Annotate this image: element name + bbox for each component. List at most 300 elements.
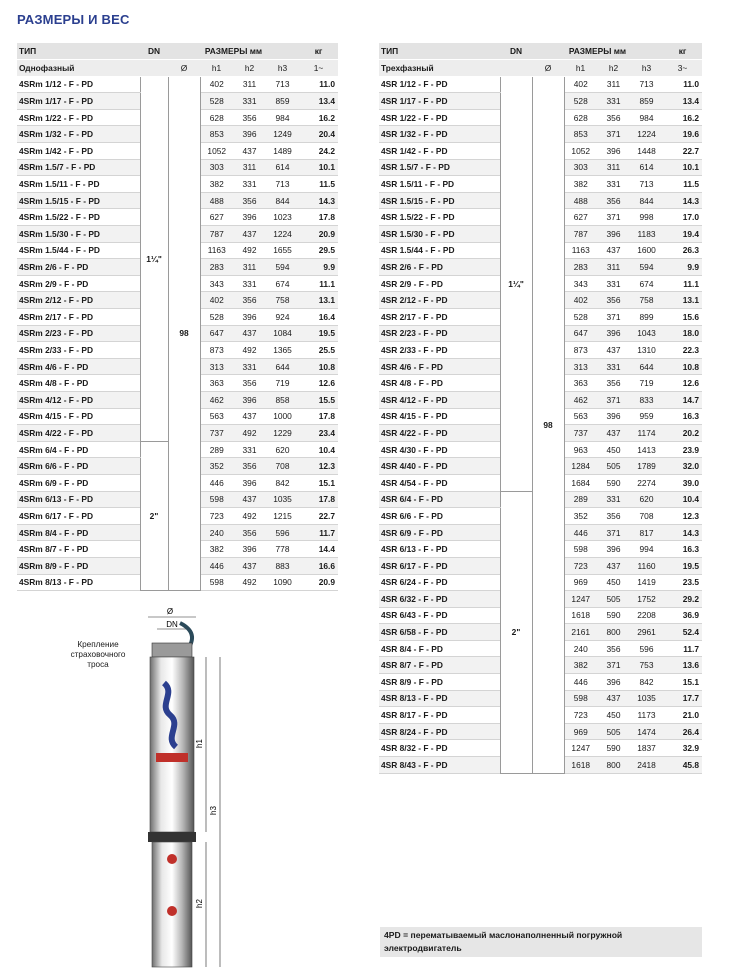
h1-cell: 283 bbox=[564, 259, 597, 276]
model-cell: 4SR 1/32 - F - PD bbox=[379, 126, 500, 143]
phi-cell: 98 bbox=[532, 76, 564, 773]
h2-cell: 396 bbox=[233, 209, 266, 226]
model-cell: 4SRm 1.5/11 - F - PD bbox=[17, 176, 140, 193]
h3-cell: 899 bbox=[630, 309, 663, 326]
model-cell: 4SR 2/17 - F - PD bbox=[379, 309, 500, 326]
h2-cell: 492 bbox=[233, 242, 266, 259]
h3-cell: 1160 bbox=[630, 557, 663, 574]
weight-cell: 24.2 bbox=[299, 143, 338, 160]
h1-cell: 352 bbox=[200, 458, 233, 475]
model-cell: 4SRm 1.5/44 - F - PD bbox=[17, 242, 140, 259]
model-cell: 4SRm 6/13 - F - PD bbox=[17, 491, 140, 508]
h1-cell: 1052 bbox=[200, 143, 233, 160]
h1-cell: 289 bbox=[200, 441, 233, 458]
h2-cell: 356 bbox=[233, 375, 266, 392]
weight-cell: 17.8 bbox=[299, 491, 338, 508]
model-cell: 4SR 1/12 - F - PD bbox=[379, 76, 500, 93]
model-cell: 4SR 6/32 - F - PD bbox=[379, 591, 500, 608]
h1-cell: 598 bbox=[200, 491, 233, 508]
col-weight-header: кг bbox=[663, 43, 702, 60]
single-phase-table-body bbox=[17, 76, 338, 590]
weight-cell: 16.2 bbox=[299, 109, 338, 126]
h1-cell: 446 bbox=[200, 474, 233, 491]
weight-cell: 52.4 bbox=[663, 624, 702, 641]
h3-cell: 1600 bbox=[630, 242, 663, 259]
weight-cell: 16.6 bbox=[299, 557, 338, 574]
h3-cell: 713 bbox=[630, 76, 663, 93]
model-cell: 4SRm 4/12 - F - PD bbox=[17, 391, 140, 408]
h3-cell: 1413 bbox=[630, 441, 663, 458]
h2-cell: 356 bbox=[233, 192, 266, 209]
h1-cell: 2161 bbox=[564, 624, 597, 641]
weight-cell: 15.1 bbox=[299, 474, 338, 491]
h1-cell: 1684 bbox=[564, 474, 597, 491]
h1-cell: 528 bbox=[564, 93, 597, 110]
h2-cell: 331 bbox=[233, 441, 266, 458]
h2-label: h2 bbox=[195, 899, 204, 908]
weight-cell: 16.4 bbox=[299, 309, 338, 326]
h2-cell: 492 bbox=[233, 508, 266, 525]
h1-cell: 723 bbox=[564, 557, 597, 574]
h3-label: h3 bbox=[209, 806, 218, 815]
h1-cell: 343 bbox=[564, 275, 597, 292]
h3-cell: 753 bbox=[630, 657, 663, 674]
h3-cell: 644 bbox=[266, 358, 299, 375]
weight-cell: 20.2 bbox=[663, 425, 702, 442]
weight-cell: 17.8 bbox=[299, 209, 338, 226]
weight-cell: 14.4 bbox=[299, 541, 338, 558]
h2-cell: 437 bbox=[233, 557, 266, 574]
model-cell: 4SRm 8/9 - F - PD bbox=[17, 557, 140, 574]
weight-cell: 19.5 bbox=[663, 557, 702, 574]
weight-cell: 15.5 bbox=[299, 391, 338, 408]
h3-cell: 1174 bbox=[630, 425, 663, 442]
h1-cell: 1247 bbox=[564, 740, 597, 757]
h2-cell: 371 bbox=[597, 657, 630, 674]
weight-cell: 14.7 bbox=[663, 391, 702, 408]
col-dims-header: РАЗМЕРЫ мм bbox=[532, 43, 663, 60]
h3-cell: 1090 bbox=[266, 574, 299, 591]
model-cell: 4SRm 2/9 - F - PD bbox=[17, 275, 140, 292]
h1-cell: 723 bbox=[200, 508, 233, 525]
h3-cell: 719 bbox=[266, 375, 299, 392]
model-cell: 4SR 8/9 - F - PD bbox=[379, 674, 500, 691]
weight-cell: 14.3 bbox=[663, 192, 702, 209]
h3-cell: 614 bbox=[630, 159, 663, 176]
h2-cell: 800 bbox=[597, 757, 630, 774]
h3-cell: 713 bbox=[266, 76, 299, 93]
model-cell: 4SR 2/33 - F - PD bbox=[379, 342, 500, 359]
h1-cell: 853 bbox=[564, 126, 597, 143]
model-cell: 4SR 6/17 - F - PD bbox=[379, 557, 500, 574]
model-cell: 4SR 8/17 - F - PD bbox=[379, 707, 500, 724]
h2-cell: 492 bbox=[233, 425, 266, 442]
h1-cell: 723 bbox=[564, 707, 597, 724]
h2-cell: 505 bbox=[597, 458, 630, 475]
h1-cell: 963 bbox=[564, 441, 597, 458]
model-cell: 4SR 1.5/30 - F - PD bbox=[379, 226, 500, 243]
sub-h1: h1 bbox=[564, 60, 597, 77]
weight-cell: 36.9 bbox=[663, 607, 702, 624]
h1-cell: 382 bbox=[564, 176, 597, 193]
weight-cell: 18.0 bbox=[663, 325, 702, 342]
h2-cell: 311 bbox=[597, 76, 630, 93]
h3-cell: 1837 bbox=[630, 740, 663, 757]
h1-cell: 382 bbox=[564, 657, 597, 674]
h1-cell: 446 bbox=[564, 524, 597, 541]
h2-cell: 356 bbox=[233, 109, 266, 126]
weight-cell: 19.5 bbox=[299, 325, 338, 342]
h1-cell: 402 bbox=[564, 292, 597, 309]
model-cell: 4SR 6/58 - F - PD bbox=[379, 624, 500, 641]
model-cell: 4SR 4/30 - F - PD bbox=[379, 441, 500, 458]
h1-cell: 853 bbox=[200, 126, 233, 143]
h2-cell: 331 bbox=[233, 176, 266, 193]
h3-cell: 1752 bbox=[630, 591, 663, 608]
h2-cell: 800 bbox=[597, 624, 630, 641]
h3-cell: 842 bbox=[266, 474, 299, 491]
model-cell: 4SRm 1.5/30 - F - PD bbox=[17, 226, 140, 243]
h1-cell: 647 bbox=[564, 325, 597, 342]
model-cell: 4SR 1.5/22 - F - PD bbox=[379, 209, 500, 226]
model-cell: 4SRm 2/23 - F - PD bbox=[17, 325, 140, 342]
h1-cell: 363 bbox=[564, 375, 597, 392]
weight-cell: 19.4 bbox=[663, 226, 702, 243]
weight-cell: 29.2 bbox=[663, 591, 702, 608]
weight-cell: 13.6 bbox=[663, 657, 702, 674]
h3-cell: 984 bbox=[630, 109, 663, 126]
sub-h3: h3 bbox=[630, 60, 663, 77]
dn-cell: 1¼" bbox=[500, 76, 532, 491]
h3-cell: 1789 bbox=[630, 458, 663, 475]
h2-cell: 356 bbox=[233, 458, 266, 475]
model-cell: 4SR 1.5/11 - F - PD bbox=[379, 176, 500, 193]
h3-cell: 1310 bbox=[630, 342, 663, 359]
weight-cell: 16.2 bbox=[663, 109, 702, 126]
h2-cell: 396 bbox=[597, 143, 630, 160]
h2-cell: 331 bbox=[233, 358, 266, 375]
weight-cell: 23.9 bbox=[663, 441, 702, 458]
page-title: РАЗМЕРЫ И ВЕС bbox=[17, 12, 130, 27]
phase-label: Однофазный bbox=[17, 60, 140, 77]
h3-cell: 1173 bbox=[630, 707, 663, 724]
h3-cell: 713 bbox=[266, 176, 299, 193]
h2-cell: 437 bbox=[597, 342, 630, 359]
h3-cell: 1224 bbox=[630, 126, 663, 143]
weight-cell: 20.4 bbox=[299, 126, 338, 143]
sub-phi: Ø bbox=[168, 60, 200, 77]
h2-cell: 356 bbox=[597, 508, 630, 525]
sub-weight: 3~ bbox=[663, 60, 702, 77]
weight-cell: 9.9 bbox=[663, 259, 702, 276]
model-cell: 4SRm 1/42 - F - PD bbox=[17, 143, 140, 160]
model-cell: 4SR 1/42 - F - PD bbox=[379, 143, 500, 160]
h1-cell: 787 bbox=[564, 226, 597, 243]
h3-cell: 620 bbox=[630, 491, 663, 508]
model-cell: 4SRm 2/17 - F - PD bbox=[17, 309, 140, 326]
model-cell: 4SR 2/12 - F - PD bbox=[379, 292, 500, 309]
model-cell: 4SR 1.5/15 - F - PD bbox=[379, 192, 500, 209]
h2-cell: 331 bbox=[597, 491, 630, 508]
three-phase-table bbox=[379, 43, 702, 774]
cable-mount-label-line2: страховочного bbox=[70, 650, 126, 659]
sub-h2: h2 bbox=[233, 60, 266, 77]
h3-cell: 959 bbox=[630, 408, 663, 425]
weight-cell: 22.3 bbox=[663, 342, 702, 359]
h1-cell: 528 bbox=[200, 93, 233, 110]
weight-cell: 22.7 bbox=[663, 143, 702, 160]
weight-cell: 13.4 bbox=[663, 93, 702, 110]
h2-cell: 311 bbox=[233, 259, 266, 276]
dn-label: DN bbox=[166, 620, 178, 629]
col-dn-header: DN bbox=[500, 43, 532, 60]
h3-cell: 708 bbox=[266, 458, 299, 475]
h2-cell: 396 bbox=[233, 391, 266, 408]
h1-cell: 352 bbox=[564, 508, 597, 525]
model-cell: 4SRm 4/8 - F - PD bbox=[17, 375, 140, 392]
model-cell: 4SR 2/23 - F - PD bbox=[379, 325, 500, 342]
h2-cell: 396 bbox=[233, 474, 266, 491]
h1-cell: 1163 bbox=[564, 242, 597, 259]
h2-cell: 311 bbox=[233, 159, 266, 176]
h3-cell: 674 bbox=[630, 275, 663, 292]
h1-cell: 528 bbox=[564, 309, 597, 326]
h2-cell: 331 bbox=[597, 176, 630, 193]
h1-cell: 598 bbox=[564, 541, 597, 558]
h1-cell: 598 bbox=[200, 574, 233, 591]
model-cell: 4SRm 1/22 - F - PD bbox=[17, 109, 140, 126]
h1-cell: 240 bbox=[200, 524, 233, 541]
weight-cell: 23.4 bbox=[299, 425, 338, 442]
h3-cell: 1084 bbox=[266, 325, 299, 342]
model-cell: 4SR 8/24 - F - PD bbox=[379, 723, 500, 740]
weight-cell: 29.5 bbox=[299, 242, 338, 259]
h3-cell: 674 bbox=[266, 275, 299, 292]
h1-cell: 283 bbox=[200, 259, 233, 276]
model-cell: 4SR 4/15 - F - PD bbox=[379, 408, 500, 425]
h2-cell: 505 bbox=[597, 591, 630, 608]
phi-label: Ø bbox=[166, 607, 174, 616]
model-cell: 4SR 4/54 - F - PD bbox=[379, 474, 500, 491]
weight-cell: 32.0 bbox=[663, 458, 702, 475]
weight-cell: 11.0 bbox=[663, 76, 702, 93]
model-cell: 4SRm 4/15 - F - PD bbox=[17, 408, 140, 425]
h3-cell: 1474 bbox=[630, 723, 663, 740]
weight-cell: 9.9 bbox=[299, 259, 338, 276]
h3-cell: 842 bbox=[630, 674, 663, 691]
weight-cell: 45.8 bbox=[663, 757, 702, 774]
model-cell: 4SR 6/4 - F - PD bbox=[379, 491, 500, 508]
weight-cell: 19.6 bbox=[663, 126, 702, 143]
h2-cell: 356 bbox=[597, 109, 630, 126]
h2-cell: 505 bbox=[597, 723, 630, 740]
weight-cell: 25.5 bbox=[299, 342, 338, 359]
h3-cell: 594 bbox=[266, 259, 299, 276]
h1-cell: 313 bbox=[564, 358, 597, 375]
h2-cell: 356 bbox=[233, 292, 266, 309]
model-cell: 4SR 2/6 - F - PD bbox=[379, 259, 500, 276]
h2-cell: 437 bbox=[233, 408, 266, 425]
h2-cell: 437 bbox=[233, 491, 266, 508]
h1-cell: 647 bbox=[200, 325, 233, 342]
weight-cell: 13.1 bbox=[299, 292, 338, 309]
cable-mount-label-line1: Крепление bbox=[77, 640, 119, 649]
weight-cell: 10.4 bbox=[663, 491, 702, 508]
h2-cell: 450 bbox=[597, 441, 630, 458]
h3-cell: 1224 bbox=[266, 226, 299, 243]
model-cell: 4SRm 8/13 - F - PD bbox=[17, 574, 140, 591]
sub-weight: 1~ bbox=[299, 60, 338, 77]
h1-cell: 737 bbox=[200, 425, 233, 442]
phi-cell: 98 bbox=[168, 76, 200, 590]
weight-cell: 21.0 bbox=[663, 707, 702, 724]
model-cell: 4SRm 1/32 - F - PD bbox=[17, 126, 140, 143]
weight-cell: 20.9 bbox=[299, 226, 338, 243]
h2-cell: 437 bbox=[597, 242, 630, 259]
h3-cell: 614 bbox=[266, 159, 299, 176]
h3-cell: 994 bbox=[630, 541, 663, 558]
model-cell: 4SR 6/43 - F - PD bbox=[379, 607, 500, 624]
h2-cell: 437 bbox=[233, 143, 266, 160]
h1-cell: 1618 bbox=[564, 607, 597, 624]
weight-cell: 17.7 bbox=[663, 690, 702, 707]
h3-cell: 1655 bbox=[266, 242, 299, 259]
h2-cell: 396 bbox=[597, 541, 630, 558]
weight-cell: 12.6 bbox=[299, 375, 338, 392]
h3-cell: 858 bbox=[266, 391, 299, 408]
weight-cell: 11.1 bbox=[663, 275, 702, 292]
h2-cell: 331 bbox=[597, 275, 630, 292]
h2-cell: 371 bbox=[597, 209, 630, 226]
model-cell: 4SRm 2/12 - F - PD bbox=[17, 292, 140, 309]
weight-cell: 20.9 bbox=[299, 574, 338, 591]
h3-cell: 2274 bbox=[630, 474, 663, 491]
col-dims-header: РАЗМЕРЫ мм bbox=[168, 43, 299, 60]
model-cell: 4SRm 4/22 - F - PD bbox=[17, 425, 140, 442]
weight-cell: 13.1 bbox=[663, 292, 702, 309]
model-cell: 4SR 6/24 - F - PD bbox=[379, 574, 500, 591]
h2-cell: 371 bbox=[597, 391, 630, 408]
weight-cell: 10.1 bbox=[663, 159, 702, 176]
phase-label: Трехфазный bbox=[379, 60, 500, 77]
model-cell: 4SR 8/13 - F - PD bbox=[379, 690, 500, 707]
h2-cell: 450 bbox=[597, 707, 630, 724]
h3-cell: 844 bbox=[630, 192, 663, 209]
weight-cell: 17.0 bbox=[663, 209, 702, 226]
h2-cell: 371 bbox=[597, 524, 630, 541]
model-cell: 4SRm 6/9 - F - PD bbox=[17, 474, 140, 491]
sub-phi: Ø bbox=[532, 60, 564, 77]
h1-cell: 303 bbox=[200, 159, 233, 176]
weight-cell: 12.3 bbox=[663, 508, 702, 525]
dn-cell: 2" bbox=[500, 491, 532, 773]
model-cell: 4SR 8/7 - F - PD bbox=[379, 657, 500, 674]
h1-cell: 363 bbox=[200, 375, 233, 392]
h3-cell: 2418 bbox=[630, 757, 663, 774]
model-cell: 4SRm 1.5/22 - F - PD bbox=[17, 209, 140, 226]
h1-cell: 446 bbox=[200, 557, 233, 574]
h2-cell: 450 bbox=[597, 574, 630, 591]
h1-cell: 627 bbox=[564, 209, 597, 226]
h3-cell: 1215 bbox=[266, 508, 299, 525]
weight-cell: 16.3 bbox=[663, 541, 702, 558]
h2-cell: 590 bbox=[597, 740, 630, 757]
h1-cell: 462 bbox=[200, 391, 233, 408]
h1-cell: 627 bbox=[200, 209, 233, 226]
h2-cell: 396 bbox=[233, 126, 266, 143]
h2-cell: 437 bbox=[597, 425, 630, 442]
model-cell: 4SRm 6/6 - F - PD bbox=[17, 458, 140, 475]
model-cell: 4SRm 6/4 - F - PD bbox=[17, 441, 140, 458]
model-cell: 4SR 8/4 - F - PD bbox=[379, 640, 500, 657]
model-cell: 4SR 1.5/7 - F - PD bbox=[379, 159, 500, 176]
h1-cell: 628 bbox=[200, 109, 233, 126]
h2-cell: 437 bbox=[597, 557, 630, 574]
model-cell: 4SR 1/17 - F - PD bbox=[379, 93, 500, 110]
h3-cell: 719 bbox=[630, 375, 663, 392]
model-cell: 4SR 6/6 - F - PD bbox=[379, 508, 500, 525]
weight-cell: 14.3 bbox=[299, 192, 338, 209]
h1-cell: 303 bbox=[564, 159, 597, 176]
model-cell: 4SR 6/13 - F - PD bbox=[379, 541, 500, 558]
dn-cell: 2" bbox=[140, 441, 168, 590]
h3-cell: 758 bbox=[630, 292, 663, 309]
model-cell: 4SR 1/22 - F - PD bbox=[379, 109, 500, 126]
h3-cell: 758 bbox=[266, 292, 299, 309]
h3-cell: 998 bbox=[630, 209, 663, 226]
sub-h3: h3 bbox=[266, 60, 299, 77]
weight-cell: 13.4 bbox=[299, 93, 338, 110]
model-cell: 4SR 4/8 - F - PD bbox=[379, 375, 500, 392]
h1-cell: 240 bbox=[564, 640, 597, 657]
h3-cell: 596 bbox=[630, 640, 663, 657]
table-row bbox=[379, 76, 702, 93]
weight-cell: 17.8 bbox=[299, 408, 338, 425]
model-cell: 4SRm 8/4 - F - PD bbox=[17, 524, 140, 541]
weight-cell: 15.6 bbox=[663, 309, 702, 326]
h3-cell: 2961 bbox=[630, 624, 663, 641]
model-cell: 4SR 4/22 - F - PD bbox=[379, 425, 500, 442]
h2-cell: 492 bbox=[233, 574, 266, 591]
model-cell: 4SRm 1/17 - F - PD bbox=[17, 93, 140, 110]
weight-cell: 11.7 bbox=[299, 524, 338, 541]
dn-cell: 1¼" bbox=[140, 76, 168, 441]
weight-cell: 14.3 bbox=[663, 524, 702, 541]
model-cell: 4SRm 1.5/7 - F - PD bbox=[17, 159, 140, 176]
model-cell: 4SRm 8/7 - F - PD bbox=[17, 541, 140, 558]
h3-cell: 594 bbox=[630, 259, 663, 276]
model-cell: 4SRm 2/33 - F - PD bbox=[17, 342, 140, 359]
h3-cell: 844 bbox=[266, 192, 299, 209]
model-cell: 4SR 2/9 - F - PD bbox=[379, 275, 500, 292]
h3-cell: 644 bbox=[630, 358, 663, 375]
weight-cell: 11.7 bbox=[663, 640, 702, 657]
h2-cell: 356 bbox=[233, 524, 266, 541]
h2-cell: 356 bbox=[597, 292, 630, 309]
h2-cell: 356 bbox=[597, 192, 630, 209]
h1-label: h1 bbox=[195, 739, 204, 748]
h1-cell: 402 bbox=[200, 292, 233, 309]
weight-cell: 12.3 bbox=[299, 458, 338, 475]
h1-cell: 382 bbox=[200, 176, 233, 193]
cable-mount-label-line3: троса bbox=[87, 660, 109, 669]
h3-cell: 1419 bbox=[630, 574, 663, 591]
h2-cell: 590 bbox=[597, 607, 630, 624]
h1-cell: 969 bbox=[564, 723, 597, 740]
weight-cell: 10.1 bbox=[299, 159, 338, 176]
weight-cell: 23.5 bbox=[663, 574, 702, 591]
h2-cell: 437 bbox=[597, 690, 630, 707]
